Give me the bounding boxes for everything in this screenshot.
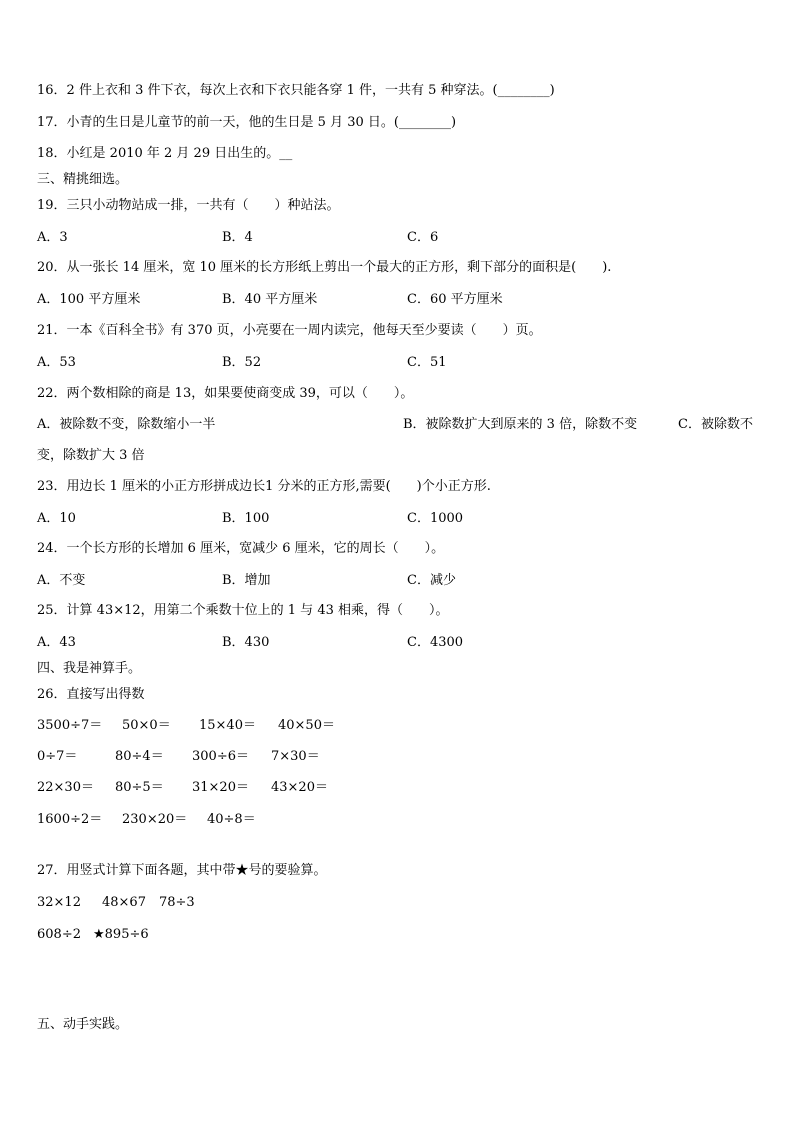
section-4-heading: 四、我是神算手。 [37,661,142,676]
question-17: 17．小青的生日是儿童节的前一天，他的生日是 5 月 30 日。(________) [37,115,457,130]
section-5-heading: 五、动手实践。 [37,1017,129,1032]
question-19: 19．三只小动物站成一排，一共有（ ）种站法。 [37,198,340,213]
question-24: 24．一个长方形的长增加 6 厘米，宽减少 6 厘米，它的周长（ ）。 [37,541,445,556]
question-22: 22．两个数相除的商是 13，如果要使商变成 39，可以（ ）。 [37,386,414,401]
q24-option-c: C．减少 [407,573,456,588]
q22-option-c: C．被除数不 [678,417,753,432]
vertical-calc-item: 78÷3 [159,895,195,910]
calc-item: 31×20＝ [192,780,249,795]
q25-option-c: C．4300 [407,635,464,650]
section-3-heading: 三、精挑细选。 [37,172,129,187]
calc-item: 1600÷2＝ [37,812,103,827]
q22-option-a: A．被除数不变，除数缩小一半 [37,417,216,432]
q21-option-b: B．52 [222,355,262,370]
q19-option-c: C．6 [407,230,439,245]
vertical-calc-item: 32×12 [37,895,81,910]
calc-item: 43×20＝ [271,780,328,795]
q23-option-c: C．1000 [407,511,464,526]
q19-option-b: B．4 [222,230,253,245]
question-27: 27．用竖式计算下面各题，其中带★号的要验算。 [37,863,327,878]
q20-option-a: A．100 平方厘米 [37,292,141,307]
question-18: 18．小红是 2010 年 2 月 29 日出生的。__ [37,146,293,161]
vertical-calc-item: ★895÷6 [93,927,149,942]
calc-item: 300÷6＝ [192,749,249,764]
q24-option-b: B．增加 [222,573,271,588]
q25-option-b: B．430 [222,635,270,650]
q20-option-c: C．60 平方厘米 [407,292,503,307]
calc-item: 80÷4＝ [115,749,164,764]
q22-option-b: B．被除数扩大到原来的 3 倍，除数不变 [403,417,638,432]
calc-item: 40÷8＝ [207,812,256,827]
calc-item: 7×30＝ [271,749,320,764]
calc-item: 40×50＝ [278,718,335,733]
q25-option-a: A．43 [37,635,76,650]
q23-option-a: A．10 [37,511,76,526]
question-26: 26．直接写出得数 [37,687,145,702]
question-23: 23．用边长 1 厘米的小正方形拼成边长1 分米的正方形,需要( )个小正方形. [37,479,491,494]
calc-item: 22×30＝ [37,780,94,795]
question-16: 16．2 件上衣和 3 件下衣，每次上衣和下衣只能各穿 1 件，一共有 5 种穿法。(________) [37,83,555,98]
calc-item: 15×40＝ [199,718,256,733]
calc-item: 50×0＝ [122,718,171,733]
q22-option-c-continuation: 变，除数扩大 3 倍 [37,448,145,463]
calc-item: 230×20＝ [122,812,188,827]
vertical-calc-item: 48×67 [102,895,146,910]
calc-item: 0÷7＝ [37,749,78,764]
q20-option-b: B．40 平方厘米 [222,292,318,307]
q19-option-a: A．3 [37,230,68,245]
calc-item: 80÷5＝ [115,780,164,795]
q23-option-b: B．100 [222,511,270,526]
question-21: 21．一本《百科全书》有 370 页，小亮要在一周内读完，他每天至少要读（ ）页。 [37,323,542,338]
vertical-calc-item: 608÷2 [37,927,81,942]
question-20: 20．从一张长 14 厘米，宽 10 厘米的长方形纸上剪出一个最大的正方形，剩下部分的面积是( ). [37,260,612,275]
question-25: 25．计算 43×12，用第二个乘数十位上的 1 与 43 相乘，得（ ）。 [37,603,449,618]
q21-option-c: C．51 [407,355,447,370]
calc-item: 3500÷7＝ [37,718,103,733]
q24-option-a: A．不变 [37,573,86,588]
q21-option-a: A．53 [37,355,76,370]
